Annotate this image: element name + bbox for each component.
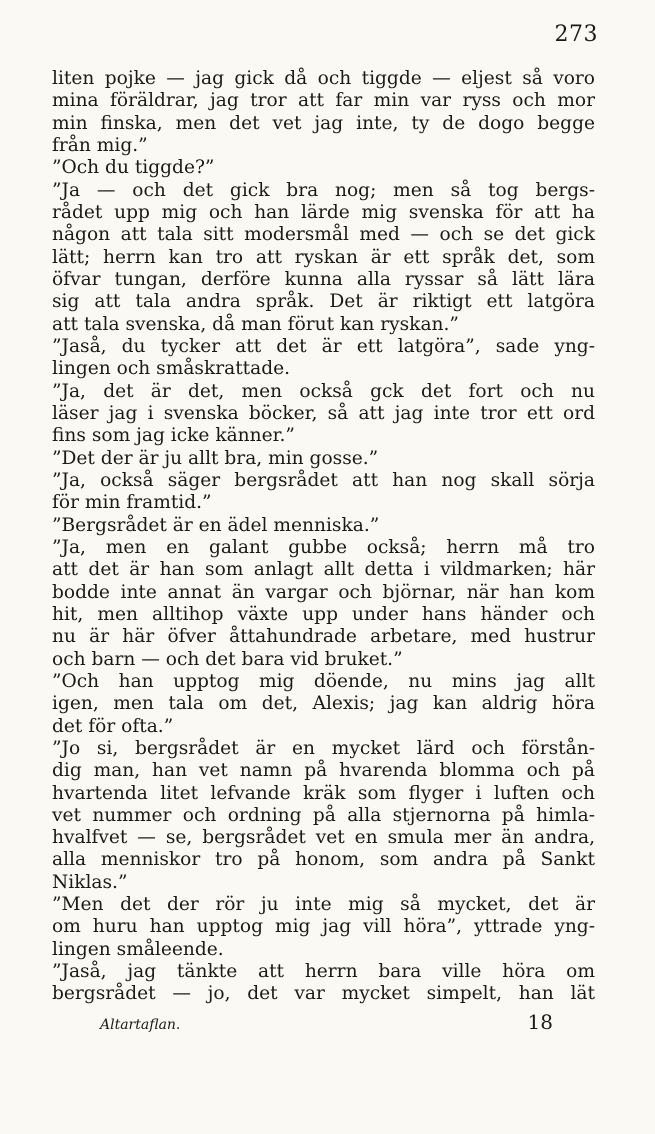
text-line: och barn — och det bara vid bruket.” — [52, 648, 403, 670]
text-line: ”Jaså, du tycker att det är ett latgöra”, sade yng- — [52, 335, 595, 357]
text-line: alla menniskor tro på honom, som andra på Sankt — [52, 849, 595, 871]
text-line: rådet upp mig och han lärde mig svenska för att ha — [52, 201, 595, 223]
text-line: vet nummer och ordning på alla stjernorna på himla- — [52, 804, 595, 826]
page-footer — [52, 1010, 595, 1040]
text-line: nu är här öfver åttahundrade arbetare, med hustrur — [52, 626, 595, 648]
text-line: ”Och du tiggde?” — [52, 157, 215, 179]
signature-mark: Altartaflan. — [100, 1017, 181, 1033]
text-line: ”Det der är ju allt bra, min gosse.” — [52, 447, 379, 469]
text-line: hvalfvet — se, bergsrådet vet en smula mer än andra, — [52, 827, 595, 849]
text-line: lingen småleende. — [52, 938, 224, 960]
text-line: mina föräldrar, jag tror att far min var ryss och mor — [52, 90, 595, 112]
text-line: ”Jaså, jag tänkte att herrn bara ville höra om — [52, 961, 595, 983]
text-line: sig att tala andra språk. Det är riktigt ett latgöra — [52, 291, 595, 313]
text-line: för min framtid.” — [52, 492, 212, 514]
text-line: läser jag i svenska böcker, så att jag inte tror ett ord — [52, 402, 595, 424]
text-line: att det är han som anlagt allt detta i vildmarken; här — [52, 559, 595, 581]
text-line: ”Jo si, bergsrådet är en mycket lärd och förstån- — [52, 737, 595, 759]
text-line: om huru han upptog mig jag vill höra”, yttrade yng- — [52, 916, 595, 938]
text-line: fins som jag icke känner.” — [52, 425, 295, 447]
text-line: ”Ja, men en galant gubbe också; herrn må tro — [52, 536, 595, 558]
text-line: från mig.” — [52, 134, 148, 156]
text-line: ”Ja, också säger bergsrådet att han nog skall sörja — [52, 469, 595, 491]
text-line: hvartenda litet lefvande kräk som flyger i luften och — [52, 782, 595, 804]
text-line: lingen och småskrattade. — [52, 358, 291, 380]
text-line: ”Och han upptog mig döende, nu mins jag allt — [52, 670, 595, 692]
text-line: att tala svenska, då man förut kan ryskan.” — [52, 313, 459, 335]
text-line: bergsrådet — jo, det var mycket simpelt, han lät — [52, 983, 595, 1005]
text-line: någon att tala sitt modersmål med — och se det gick — [52, 224, 595, 246]
text-line: det för ofta.” — [52, 715, 174, 737]
text-line: ”Bergsrådet är en ädel menniska.” — [52, 514, 380, 536]
text-line: Niklas.” — [52, 871, 128, 893]
text-line: öfvar tungan, derföre kunna alla ryssar så lätt lära — [52, 268, 595, 290]
text-body — [52, 68, 595, 1006]
page-number: 273 — [554, 22, 598, 47]
text-line: ”Ja, det är det, men också gck det fort och nu — [52, 380, 595, 402]
text-line: dig man, han vet namn på hvarenda blomma och på — [52, 760, 595, 782]
text-line: hit, men alltihop växte upp under hans händer och — [52, 603, 595, 625]
text-line: liten pojke — jag gick då och tiggde — eljest så voro — [52, 68, 595, 89]
text-line: ”Men det der rör ju inte mig så mycket, det är — [52, 894, 595, 916]
text-line: bodde inte annat än vargar och björnar, när han kom — [52, 581, 595, 603]
text-line: igen, men tala om det, Alexis; jag kan aldrig höra — [52, 693, 595, 715]
text-line: ”Ja — och det gick bra nog; men så tog bergs- — [52, 179, 595, 201]
text-line: min finska, men det vet jag inte, ty de dogo begge — [52, 112, 595, 134]
sheet-number: 18 — [527, 1010, 553, 1034]
text-line: lätt; herrn kan tro att ryskan är ett språk det, som — [52, 246, 595, 268]
